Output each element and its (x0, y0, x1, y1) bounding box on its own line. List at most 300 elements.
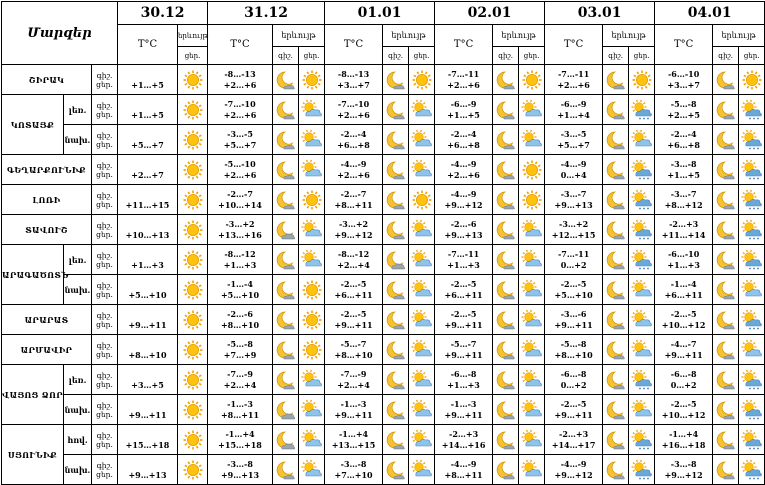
day-temp: +5…+7 (223, 139, 257, 150)
day-subheader: ցեր. (178, 47, 208, 65)
day-label: ցեր. (96, 319, 113, 329)
day-temp: +2…+6 (223, 109, 257, 120)
night-subheader: գիշ. (493, 47, 519, 65)
temp-value (435, 455, 493, 485)
partly-cloudy-icon (629, 395, 655, 425)
temp-value (435, 335, 493, 365)
day-temp: +11…+14 (661, 229, 706, 240)
partly-cloudy-icon (629, 335, 655, 365)
night-temp: -5…-10 (224, 158, 256, 169)
sun-icon (178, 65, 208, 95)
moon-cloud-icon (273, 245, 299, 275)
moon-cloud-icon (713, 425, 739, 455)
day-label: ցեր. (96, 109, 113, 119)
night-day-label (92, 155, 118, 185)
day-subheader: ցեր. (409, 47, 435, 65)
temp-value (655, 365, 713, 395)
day-temp: +9…+12 (444, 199, 483, 210)
moon-cloud-icon (383, 65, 409, 95)
night-day-label (92, 305, 118, 335)
moon-cloud-icon (713, 305, 739, 335)
temp-value (118, 95, 178, 125)
day-label: ցեր. (96, 349, 113, 359)
moon-cloud-icon (273, 395, 299, 425)
weather-col-header: երևույթ (713, 25, 765, 47)
night-label: գիշ. (96, 340, 113, 350)
night-temp: -5…-7 (340, 338, 367, 349)
night-temp: -3…-6 (560, 308, 587, 319)
moon-cloud-icon (383, 245, 409, 275)
temp-value (208, 395, 273, 425)
day-label: ցեր. (96, 379, 113, 389)
day-temp: +3…+5 (131, 379, 164, 390)
date-header: 30.12 (118, 2, 208, 25)
day-label: ցեր. (96, 169, 113, 179)
sun-icon (299, 305, 325, 335)
partly-cloudy-icon (299, 365, 325, 395)
region-name: ԳԵՂԱՐՔՈՒՆԻՔ (2, 155, 92, 185)
day-temp: +2…+6 (223, 169, 257, 180)
night-temp: -8…-12 (337, 248, 370, 259)
day-temp: +1…+3 (447, 379, 480, 390)
temp-value (118, 155, 178, 185)
night-temp: -1…-4 (670, 278, 697, 289)
temp-value (655, 335, 713, 365)
subregion-name: նախ. (64, 455, 92, 485)
night-temp: -3…-8 (670, 458, 697, 469)
temp-value (545, 305, 603, 335)
day-temp: +2…+4 (223, 379, 257, 390)
night-temp: -3…+2 (559, 218, 589, 229)
moon-cloud-icon (713, 365, 739, 395)
day-temp: 0…+2 (560, 259, 587, 270)
moon-cloud-icon (493, 425, 519, 455)
temp-value (118, 245, 178, 275)
day-temp: +1…+4 (557, 109, 590, 120)
day-temp: +9…+11 (444, 349, 483, 360)
night-temp: -4…-9 (560, 458, 587, 469)
temp-value (118, 305, 178, 335)
night-subheader: գիշ. (273, 47, 299, 65)
moon-cloud-icon (273, 215, 299, 245)
cloud-snow-icon (739, 425, 765, 455)
moon-cloud-icon (713, 185, 739, 215)
forecast-table (1, 1, 765, 485)
cloud-snow-icon (629, 155, 655, 185)
partly-cloudy-icon (409, 215, 435, 245)
subregion-name: լեռ. (64, 245, 92, 275)
temp-col-header: T°C (118, 25, 178, 65)
night-temp: -1…+4 (225, 428, 255, 439)
partly-cloudy-icon (519, 215, 545, 245)
night-temp: -3…+2 (225, 218, 255, 229)
night-label: գիշ. (96, 370, 113, 380)
cloud-snow-icon (629, 365, 655, 395)
moon-cloud-icon (603, 395, 629, 425)
weather-col-header: երևույթ (273, 25, 325, 47)
partly-cloudy-icon (519, 395, 545, 425)
temp-value (118, 395, 178, 425)
table-row (2, 275, 765, 305)
day-temp: +9…+13 (444, 229, 483, 240)
night-temp: -2…-4 (340, 128, 367, 139)
day-temp: +1…+5 (131, 109, 164, 120)
sun-icon (178, 275, 208, 305)
day-temp: +10…+13 (125, 229, 170, 240)
day-temp: +1…+3 (223, 259, 257, 270)
temp-value (435, 215, 493, 245)
moon-cloud-icon (383, 425, 409, 455)
temp-value (435, 275, 493, 305)
night-temp: -1…-4 (227, 278, 253, 289)
partly-cloudy-icon (409, 95, 435, 125)
temp-value (545, 125, 603, 155)
night-temp: -7…-11 (557, 68, 590, 79)
night-label: գիշ. (96, 310, 113, 320)
night-temp: -2…+3 (449, 428, 479, 439)
moon-cloud-icon (273, 125, 299, 155)
day-temp: +9…+12 (334, 229, 373, 240)
temp-value (655, 245, 713, 275)
moon-cloud-icon (713, 215, 739, 245)
cloud-snow-icon (629, 95, 655, 125)
temp-value (655, 185, 713, 215)
sun-icon (629, 65, 655, 95)
moon-cloud-icon (493, 185, 519, 215)
night-label: գիշ. (96, 400, 113, 410)
moon-cloud-icon (273, 425, 299, 455)
table-row (2, 425, 765, 455)
night-day-label (92, 455, 118, 485)
sun-icon (178, 335, 208, 365)
temp-value (545, 365, 603, 395)
moon-cloud-icon (603, 335, 629, 365)
night-day-label (92, 215, 118, 245)
moon-cloud-icon (493, 245, 519, 275)
temp-value (208, 275, 273, 305)
weather-col-header: երևույթ (493, 25, 545, 47)
partly-cloudy-icon (409, 305, 435, 335)
temp-value (435, 155, 493, 185)
temp-value (545, 65, 603, 95)
partly-cloudy-icon (519, 125, 545, 155)
day-temp: +2…+6 (223, 79, 257, 90)
partly-cloudy-icon (299, 395, 325, 425)
cloud-snow-icon (629, 215, 655, 245)
day-temp: +2…+5 (667, 109, 700, 120)
date-header: 02.01 (435, 2, 545, 25)
night-day-label (92, 65, 118, 95)
night-temp: -2…-6 (450, 218, 477, 229)
moon-cloud-icon (603, 215, 629, 245)
day-temp: +15…+18 (218, 439, 262, 450)
partly-cloudy-icon (299, 215, 325, 245)
night-temp: -2…-7 (227, 188, 253, 199)
temp-value (118, 215, 178, 245)
day-temp: +6…+8 (337, 139, 370, 150)
day-subheader: ցեր. (739, 47, 765, 65)
date-header: 04.01 (655, 2, 765, 25)
cloud-snow-icon (629, 425, 655, 455)
sun-icon (178, 185, 208, 215)
night-temp: -5…-8 (560, 338, 587, 349)
day-temp: +5…+7 (557, 139, 590, 150)
day-temp: +5…+10 (554, 289, 593, 300)
moon-cloud-icon (713, 125, 739, 155)
moon-cloud-icon (603, 305, 629, 335)
temp-value (325, 335, 383, 365)
night-temp: -6…-10 (667, 248, 700, 259)
day-temp: +9…+12 (554, 469, 593, 480)
day-temp: +2…+6 (447, 79, 480, 90)
weather-col-header: երևույթ (383, 25, 435, 47)
day-temp: +9…+11 (128, 319, 167, 330)
temp-value (208, 215, 273, 245)
day-temp: +9…+12 (664, 469, 703, 480)
moon-cloud-icon (713, 335, 739, 365)
temp-value (325, 155, 383, 185)
night-temp: -1…+4 (669, 428, 699, 439)
night-subheader: գիշ. (603, 47, 629, 65)
cloud-snow-icon (739, 305, 765, 335)
table-row (2, 455, 765, 485)
moon-cloud-icon (603, 185, 629, 215)
night-temp: -2…-4 (450, 128, 477, 139)
temp-value (435, 245, 493, 275)
temp-value (118, 425, 178, 455)
day-temp: +5…+10 (220, 289, 260, 300)
day-label: ցեր. (96, 469, 113, 479)
sun-icon (519, 185, 545, 215)
moon-cloud-icon (603, 365, 629, 395)
moon-cloud-icon (603, 155, 629, 185)
night-subheader: գիշ. (713, 47, 739, 65)
night-label: գիշ. (96, 70, 113, 80)
day-temp: +3…+7 (667, 79, 700, 90)
day-temp: +6…+8 (667, 139, 700, 150)
night-temp: -7…-11 (447, 248, 480, 259)
day-temp: +8…+10 (554, 349, 593, 360)
weather-col-header: երևույթ (603, 25, 655, 47)
day-temp: +2…+6 (557, 79, 590, 90)
day-temp: +14…+16 (441, 439, 486, 450)
moon-cloud-icon (603, 425, 629, 455)
table-row (2, 395, 765, 425)
partly-cloudy-icon (409, 155, 435, 185)
cloud-snow-icon (629, 185, 655, 215)
day-temp: +9…+11 (444, 409, 483, 420)
night-temp: -7…-11 (557, 248, 590, 259)
cloud-snow-icon (629, 245, 655, 275)
day-label: ցեր. (96, 289, 113, 299)
night-temp: -3…+2 (338, 218, 369, 229)
day-temp: +2…+6 (337, 109, 370, 120)
day-temp: +7…+10 (334, 469, 373, 480)
night-temp: -7…-10 (337, 98, 370, 109)
moon-cloud-icon (383, 95, 409, 125)
moon-cloud-icon (713, 395, 739, 425)
night-temp: -2…-5 (340, 308, 367, 319)
night-temp: -7…-11 (447, 68, 480, 79)
day-temp: +2…+6 (447, 169, 480, 180)
day-temp: +8…+12 (664, 199, 703, 210)
temp-value (118, 365, 178, 395)
moon-cloud-icon (493, 125, 519, 155)
partly-cloudy-icon (519, 455, 545, 485)
sun-icon (409, 185, 435, 215)
temp-value (118, 275, 178, 305)
night-day-label (92, 185, 118, 215)
partly-cloudy-icon (409, 395, 435, 425)
night-temp: -6…-9 (560, 98, 587, 109)
day-temp: +6…+11 (444, 289, 483, 300)
night-temp: -4…-7 (670, 338, 697, 349)
day-temp: +2…+6 (337, 169, 370, 180)
day-temp: +8…+10 (334, 349, 373, 360)
subregion-name: հով. (64, 425, 92, 455)
day-label: ցեր. (96, 199, 113, 209)
moon-cloud-icon (603, 455, 629, 485)
table-row (2, 365, 765, 395)
table-row (2, 245, 765, 275)
partly-cloudy-icon (629, 275, 655, 305)
partly-cloudy-icon (629, 125, 655, 155)
partly-cloudy-icon (519, 245, 545, 275)
subregion-name: նախ. (64, 275, 92, 305)
region-name: ԱՐԱԳԱԾՈՏՆ (2, 245, 64, 305)
night-day-label (92, 335, 118, 365)
temp-value (655, 455, 713, 485)
sun-icon (299, 275, 325, 305)
moon-cloud-icon (383, 215, 409, 245)
partly-cloudy-icon (409, 275, 435, 305)
night-temp: -8…-13 (337, 68, 370, 79)
temp-value (208, 185, 273, 215)
day-temp: +1…+5 (131, 79, 164, 90)
moon-cloud-icon (383, 275, 409, 305)
temp-value (208, 155, 273, 185)
temp-col-header: T°C (655, 25, 713, 65)
temp-value (435, 125, 493, 155)
subregion-name: նախ. (64, 395, 92, 425)
temp-value (325, 65, 383, 95)
sun-icon (178, 365, 208, 395)
temp-value (118, 65, 178, 95)
moon-cloud-icon (273, 275, 299, 305)
region-name: ԱՐԱՐԱՏ (2, 305, 92, 335)
moon-cloud-icon (273, 335, 299, 365)
night-temp: -2…+3 (559, 428, 589, 439)
day-temp: +2…+4 (337, 259, 370, 270)
night-day-label (92, 245, 118, 275)
moon-cloud-icon (713, 245, 739, 275)
night-temp: -4…-9 (450, 188, 477, 199)
night-temp: -2…-5 (560, 398, 587, 409)
day-temp: +9…+13 (220, 469, 260, 480)
day-temp: +10…+12 (661, 409, 706, 420)
cloud-snow-icon (629, 455, 655, 485)
night-temp: -4…-9 (340, 158, 367, 169)
night-temp: -2…-7 (340, 188, 367, 199)
temp-value (325, 305, 383, 335)
day-temp: +12…+15 (551, 229, 596, 240)
partly-cloudy-icon (519, 275, 545, 305)
table-row (2, 155, 765, 185)
night-temp: -1…-3 (227, 398, 253, 409)
day-temp: +13…+16 (218, 229, 262, 240)
day-label: ցեր. (96, 79, 113, 89)
night-temp: -7…-9 (340, 368, 367, 379)
night-temp: -7…-10 (224, 98, 256, 109)
temp-value (118, 455, 178, 485)
moon-cloud-icon (273, 185, 299, 215)
moon-cloud-icon (713, 455, 739, 485)
temp-col-header: T°C (435, 25, 493, 65)
temp-value (655, 65, 713, 95)
partly-cloudy-icon (409, 125, 435, 155)
temp-value (208, 65, 273, 95)
day-temp: +13…+15 (331, 439, 376, 450)
night-temp: -1…-3 (450, 398, 477, 409)
moon-cloud-icon (383, 455, 409, 485)
day-temp: +10…+14 (218, 199, 262, 210)
sun-icon (178, 215, 208, 245)
night-temp: -5…-8 (670, 98, 697, 109)
moon-cloud-icon (603, 95, 629, 125)
temp-value (545, 155, 603, 185)
temp-value (655, 95, 713, 125)
temp-value (655, 125, 713, 155)
temp-value (545, 95, 603, 125)
day-label: ցեր. (96, 259, 113, 269)
day-temp: +6…+11 (664, 289, 703, 300)
moon-cloud-icon (713, 155, 739, 185)
night-subheader: գիշ. (383, 47, 409, 65)
partly-cloudy-icon (409, 335, 435, 365)
table-row (2, 65, 765, 95)
moon-cloud-icon (493, 365, 519, 395)
temp-value (435, 305, 493, 335)
night-temp: -2…+3 (669, 218, 699, 229)
moon-cloud-icon (493, 95, 519, 125)
day-temp: +9…+11 (128, 409, 167, 420)
region-name: ՇԻՐԱԿ (2, 65, 92, 95)
region-name: ՍՅՈՒՆԻՔ (2, 425, 64, 485)
partly-cloudy-icon (739, 275, 765, 305)
day-temp: 0…+2 (560, 379, 587, 390)
sun-icon (178, 305, 208, 335)
day-temp: +1…+3 (447, 259, 480, 270)
temp-value (435, 185, 493, 215)
sun-icon (178, 455, 208, 485)
moon-cloud-icon (383, 305, 409, 335)
temp-value (118, 125, 178, 155)
date-header: 01.01 (325, 2, 435, 25)
region-name: ՏԱՎՈՒՇ (2, 215, 92, 245)
day-temp: +9…+13 (128, 469, 167, 480)
night-temp: -6…-8 (560, 368, 587, 379)
moon-cloud-icon (713, 65, 739, 95)
day-temp: +9…+11 (554, 319, 593, 330)
temp-value (545, 395, 603, 425)
night-temp: -1…-3 (340, 398, 367, 409)
date-header: 31.12 (208, 2, 325, 25)
temp-value (325, 95, 383, 125)
temp-value (435, 365, 493, 395)
day-temp: +1…+5 (667, 169, 700, 180)
night-label: գիշ. (96, 250, 113, 260)
night-label: գիշ. (96, 220, 113, 230)
